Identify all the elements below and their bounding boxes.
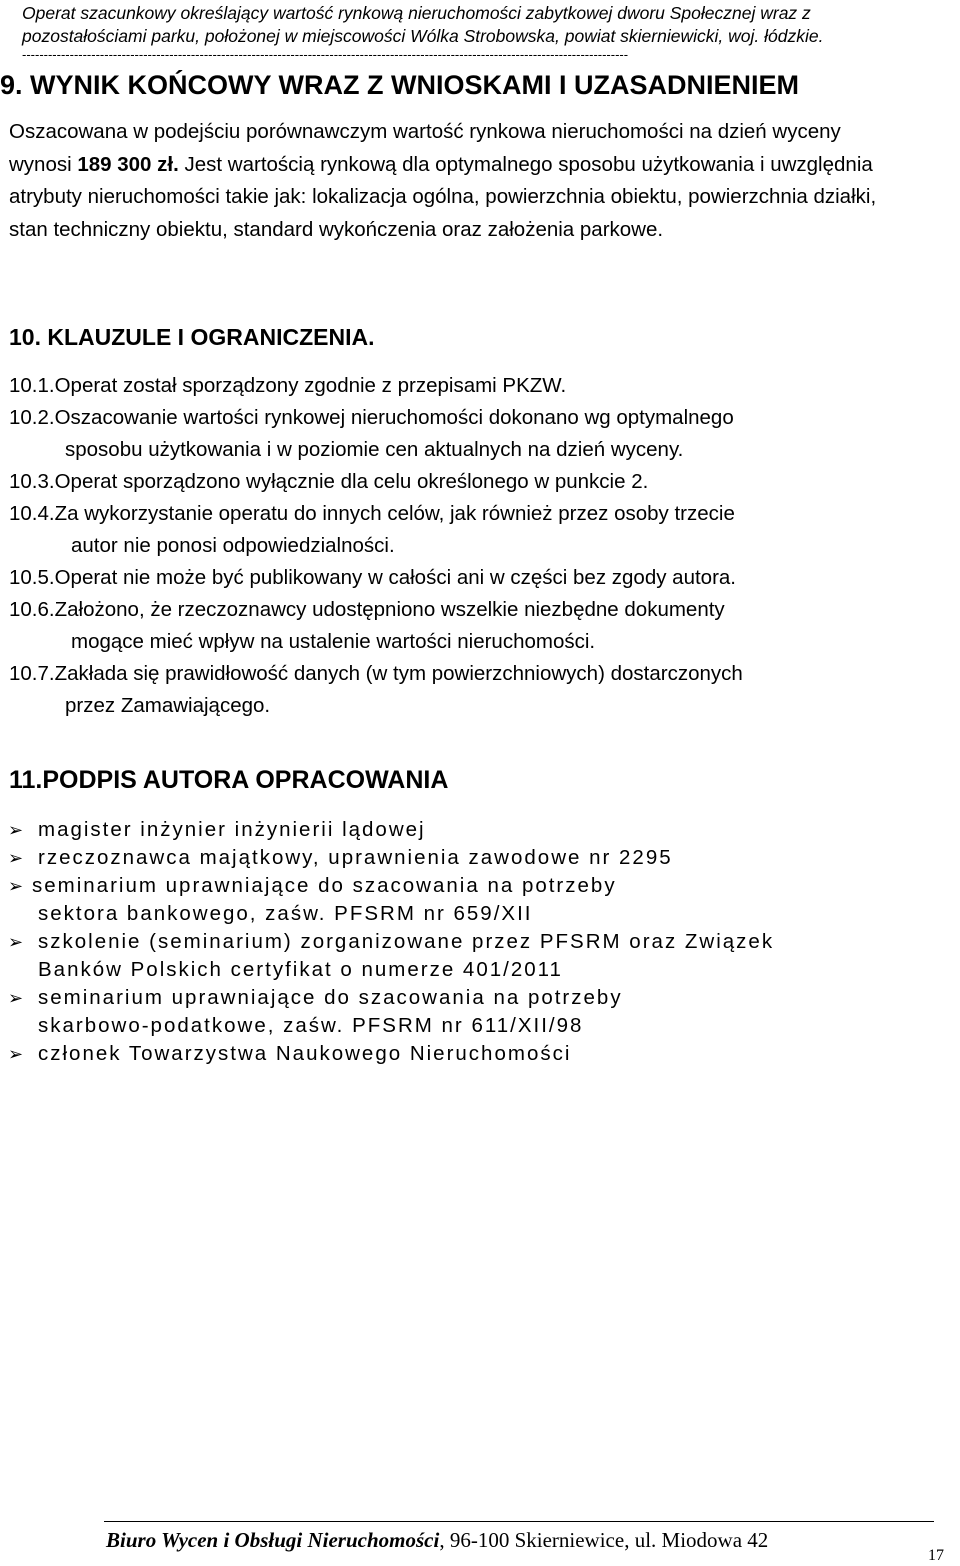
clause-text: Operat sporządzono wyłącznie dla celu określonego w punkcie 2. — [54, 470, 649, 493]
clause-number: 10.1. — [9, 374, 55, 397]
header-line-1: Operat szacunkowy określający wartość rynkową nieruchomości zabytkowej dworu Społecznej wraz z — [22, 3, 811, 23]
footer-company: Biuro Wycen i Obsługi Nieruchomości — [106, 1528, 440, 1552]
arrow-bullet-icon: ➢ — [8, 988, 24, 1008]
section-9-title: 9. WYNIK KOŃCOWY WRAZ Z WNIOSKAMI I UZASADNIENIEM — [0, 70, 799, 100]
clause-number: 10.7. — [9, 662, 55, 685]
clause-text: Założono, że rzeczoznawcy udostępniono wszelkie niezbędne dokumenty — [54, 598, 725, 621]
clause-text: Operat został sporządzony zgodnie z przepisami PKZW. — [54, 374, 567, 397]
clauses-list — [9, 370, 909, 722]
arrow-bullet-icon: ➢ — [8, 932, 24, 952]
footer-address: , 96-100 Skierniewice, ul. Miodowa 42 — [439, 1528, 769, 1552]
clause-number: 10.2. — [9, 406, 55, 429]
document-header — [22, 2, 960, 62]
qualification-continuation: Banków Polskich certyfikat o numerze 401/2011 — [38, 958, 563, 981]
header-line-2: pozostałościami parku, położonej w miejscowości Wólka Strobowska, powiat skierniewicki, woj. łódzkie. — [22, 26, 824, 46]
arrow-bullet-icon: ➢ — [8, 1044, 24, 1064]
qualification-text: seminarium uprawniające do szacowania na potrzeby — [38, 986, 623, 1009]
section-9-text-after: Jest wartością rynkową dla optymalnego sposobu użytkowania i uwzględnia atrybuty nieruchomości takie jak: lokalizacja ogólna, powierzchnia obiektu, powierzchnia działki, stan techniczny obiektu, standard wykończenia oraz założenia parkowe. — [9, 152, 877, 241]
qualification-text: szkolenie (seminarium) zorganizowane przez PFSRM oraz Związek — [38, 930, 775, 953]
clause-number: 10.6. — [9, 598, 55, 621]
arrow-bullet-icon: ➢ — [8, 820, 24, 840]
qualification-item — [8, 984, 928, 1040]
clause-continuation: sposobu użytkowania i w poziomie cen aktualnych na dzień wyceny. — [65, 438, 684, 461]
document-footer — [106, 1528, 768, 1553]
qualification-item — [8, 928, 928, 984]
clause-item — [9, 402, 909, 466]
qualification-item — [8, 844, 928, 872]
clause-number: 10.5. — [9, 566, 55, 589]
qualification-continuation: skarbowo-podatkowe, zaśw. PFSRM nr 611/XII/98 — [38, 1014, 584, 1037]
section-9-text-before: Oszacowana w podejściu porównawczym wartość rynkowa nieruchomości na dzień wyceny wynosi — [9, 120, 841, 176]
clause-continuation: mogące mieć wpływ na ustalenie wartości nieruchomości. — [71, 630, 596, 653]
qualification-item — [8, 872, 928, 928]
clause-continuation: przez Zamawiającego. — [65, 694, 271, 717]
page-number: 17 — [928, 1547, 944, 1564]
section-11-title: 11.PODPIS AUTORA OPRACOWANIA — [9, 766, 449, 794]
qualification-text: rzeczoznawca majątkowy, uprawnienia zawodowe nr 2295 — [38, 846, 673, 869]
clause-number: 10.4. — [9, 502, 55, 525]
valuation-amount: 189 300 zł. — [77, 152, 179, 176]
clause-item — [9, 594, 909, 658]
clause-text: Za wykorzystanie operatu do innych celów, jak również przez osoby trzecie — [54, 502, 735, 525]
clause-item — [9, 370, 909, 402]
clause-item — [9, 498, 909, 562]
qualification-continuation: sektora bankowego, zaśw. PFSRM nr 659/XII — [38, 902, 533, 925]
section-10-title: 10. KLAUZULE I OGRANICZENIA. — [9, 324, 375, 350]
arrow-bullet-icon: ➢ — [8, 876, 24, 896]
arrow-bullet-icon: ➢ — [8, 848, 24, 868]
qualification-item — [8, 1040, 928, 1068]
qualification-text: członek Towarzystwa Naukowego Nieruchomości — [38, 1042, 572, 1065]
clause-number: 10.3. — [9, 470, 55, 493]
header-separator: -------------------------------------------------------------------------------------------------------------------------------------------- — [22, 48, 629, 62]
section-9-paragraph — [9, 116, 909, 246]
clause-text: Oszacowanie wartości rynkowej nieruchomości dokonano wg optymalnego — [54, 406, 734, 429]
qualification-text: seminarium uprawniające do szacowania na potrzeby — [32, 874, 617, 897]
clause-item — [9, 562, 909, 594]
clause-item — [9, 466, 909, 498]
clause-continuation: autor nie ponosi odpowiedzialności. — [71, 534, 395, 557]
clause-text: Operat nie może być publikowany w całości ani w części bez zgody autora. — [54, 566, 736, 589]
author-qualifications-list — [8, 816, 928, 1068]
qualification-item — [8, 816, 928, 844]
clause-item — [9, 658, 909, 722]
footer-divider — [104, 1521, 934, 1522]
qualification-text: magister inżynier inżynierii lądowej — [38, 818, 426, 841]
clause-text: Zakłada się prawidłowość danych (w tym powierzchniowych) dostarczonych — [54, 662, 743, 685]
